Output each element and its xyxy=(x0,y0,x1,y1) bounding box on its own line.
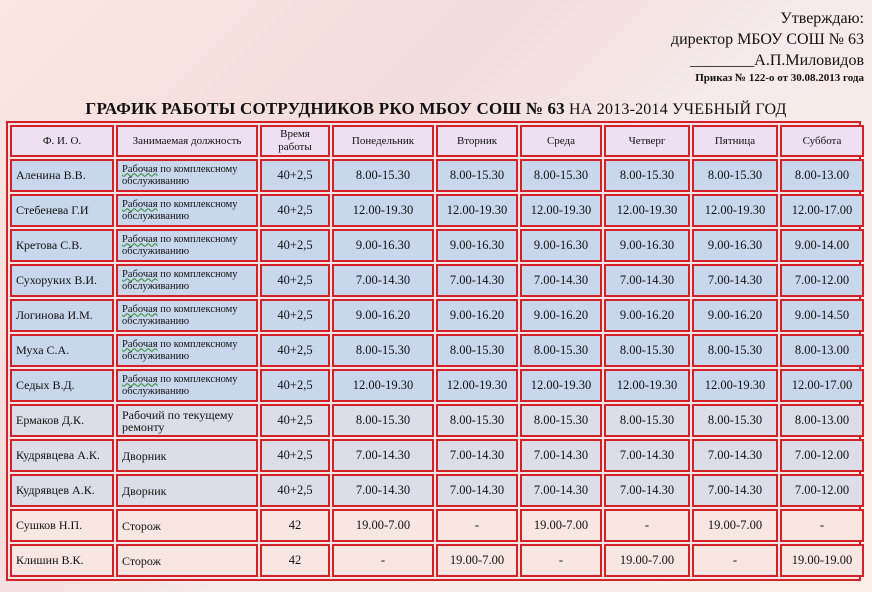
position-detail: по комплексному обслуживанию xyxy=(122,303,238,327)
work-hours: 40+2,5 xyxy=(260,369,330,402)
table-row xyxy=(10,474,864,507)
shift-mon: 9.00-16.30 xyxy=(332,229,434,262)
shift-wed: - xyxy=(520,544,602,577)
position-word: Рабочая xyxy=(122,268,158,280)
employee-position xyxy=(116,264,258,297)
shift-sat: 19.00-19.00 xyxy=(780,544,864,577)
table-row xyxy=(10,299,864,332)
position-word: Рабочая xyxy=(122,338,158,350)
employee-name: Седых В.Д. xyxy=(10,369,114,402)
position-detail: по комплексному обслуживанию xyxy=(122,338,238,362)
shift-sat: 12.00-17.00 xyxy=(780,194,864,227)
document-title xyxy=(0,99,872,119)
shift-wed: 7.00-14.30 xyxy=(520,264,602,297)
employee-position xyxy=(116,334,258,367)
shift-tue: 9.00-16.30 xyxy=(436,229,518,262)
approval-block xyxy=(671,8,864,86)
shift-tue: 7.00-14.30 xyxy=(436,474,518,507)
shift-mon: 9.00-16.20 xyxy=(332,299,434,332)
work-hours: 40+2,5 xyxy=(260,194,330,227)
col-header-name: Ф. И. О. xyxy=(10,125,114,157)
shift-tue: 8.00-15.30 xyxy=(436,404,518,437)
shift-thu: 7.00-14.30 xyxy=(604,439,690,472)
shift-mon: - xyxy=(332,544,434,577)
position-word: Рабочая xyxy=(122,233,158,245)
approval-order: Приказ № 122-о от 30.08.2013 года xyxy=(695,72,864,84)
shift-fri: 8.00-15.30 xyxy=(692,404,778,437)
employee-position xyxy=(116,439,258,472)
approval-signature-line: ________А.П.Миловидов xyxy=(690,52,864,69)
shift-tue: 19.00-7.00 xyxy=(436,544,518,577)
position-word: Рабочая xyxy=(122,303,158,315)
position-detail: по комплексному обслуживанию xyxy=(122,163,238,187)
table-row xyxy=(10,264,864,297)
col-header-fri: Пятница xyxy=(692,125,778,157)
table-row xyxy=(10,229,864,262)
shift-wed: 9.00-16.30 xyxy=(520,229,602,262)
shift-mon: 7.00-14.30 xyxy=(332,474,434,507)
work-hours: 40+2,5 xyxy=(260,229,330,262)
shift-tue: 9.00-16.20 xyxy=(436,299,518,332)
shift-tue: 8.00-15.30 xyxy=(436,159,518,192)
work-hours: 40+2,5 xyxy=(260,404,330,437)
shift-mon: 12.00-19.30 xyxy=(332,369,434,402)
employee-position xyxy=(116,544,258,577)
shift-mon: 7.00-14.30 xyxy=(332,264,434,297)
shift-mon: 8.00-15.30 xyxy=(332,404,434,437)
shift-sat: 12.00-17.00 xyxy=(780,369,864,402)
shift-thu: 7.00-14.30 xyxy=(604,264,690,297)
employee-name: Ермаков Д.К. xyxy=(10,404,114,437)
position-detail: Дворник xyxy=(122,448,167,463)
shift-fri: 8.00-15.30 xyxy=(692,334,778,367)
shift-sat: 8.00-13.00 xyxy=(780,334,864,367)
shift-wed: 8.00-15.30 xyxy=(520,159,602,192)
work-hours: 42 xyxy=(260,509,330,542)
position-detail: по комплексному обслуживанию xyxy=(122,198,238,222)
shift-wed: 8.00-15.30 xyxy=(520,334,602,367)
shift-fri: 12.00-19.30 xyxy=(692,194,778,227)
table-row xyxy=(10,509,864,542)
shift-wed: 12.00-19.30 xyxy=(520,369,602,402)
shift-sat: 8.00-13.00 xyxy=(780,404,864,437)
shift-sat: 7.00-12.00 xyxy=(780,264,864,297)
position-detail: по комплексному обслуживанию xyxy=(122,268,238,292)
shift-tue: 12.00-19.30 xyxy=(436,369,518,402)
shift-sat: 7.00-12.00 xyxy=(780,474,864,507)
approval-line-1: Утверждаю: xyxy=(780,10,864,27)
position-detail: Рабочий по текущему ремонту xyxy=(122,407,234,434)
work-hours: 40+2,5 xyxy=(260,474,330,507)
table-row xyxy=(10,194,864,227)
table-row xyxy=(10,544,864,577)
schedule-table-frame xyxy=(6,121,861,581)
shift-fri: 8.00-15.30 xyxy=(692,159,778,192)
shift-wed: 12.00-19.30 xyxy=(520,194,602,227)
employee-name: Кретова С.В. xyxy=(10,229,114,262)
employee-name: Сухоруких В.И. xyxy=(10,264,114,297)
shift-fri: 12.00-19.30 xyxy=(692,369,778,402)
employee-name: Сушков Н.П. xyxy=(10,509,114,542)
employee-name: Муха С.А. xyxy=(10,334,114,367)
shift-thu: 7.00-14.30 xyxy=(604,474,690,507)
shift-tue: 7.00-14.30 xyxy=(436,264,518,297)
work-hours: 40+2,5 xyxy=(260,334,330,367)
employee-position xyxy=(116,369,258,402)
shift-sat: 8.00-13.00 xyxy=(780,159,864,192)
shift-tue: - xyxy=(436,509,518,542)
shift-thu: 12.00-19.30 xyxy=(604,194,690,227)
employee-name: Логинова И.М. xyxy=(10,299,114,332)
schedule-table xyxy=(8,123,866,579)
shift-fri: 7.00-14.30 xyxy=(692,439,778,472)
position-word: Рабочая xyxy=(122,163,158,175)
employee-name: Стебенева Г.И xyxy=(10,194,114,227)
employee-position xyxy=(116,474,258,507)
employee-name: Клишин В.К. xyxy=(10,544,114,577)
work-hours: 40+2,5 xyxy=(260,439,330,472)
shift-fri: 9.00-16.20 xyxy=(692,299,778,332)
table-row xyxy=(10,439,864,472)
col-header-hours: Время работы xyxy=(260,125,330,157)
position-detail: по комплексному обслуживанию xyxy=(122,373,238,397)
work-hours: 40+2,5 xyxy=(260,159,330,192)
shift-thu: 8.00-15.30 xyxy=(604,159,690,192)
shift-thu: 8.00-15.30 xyxy=(604,334,690,367)
employee-position xyxy=(116,299,258,332)
table-row xyxy=(10,369,864,402)
table-row xyxy=(10,159,864,192)
shift-thu: 9.00-16.20 xyxy=(604,299,690,332)
shift-sat: 9.00-14.00 xyxy=(780,229,864,262)
shift-fri: 7.00-14.30 xyxy=(692,264,778,297)
shift-thu: 19.00-7.00 xyxy=(604,544,690,577)
col-header-thu: Четверг xyxy=(604,125,690,157)
shift-wed: 7.00-14.30 xyxy=(520,474,602,507)
employee-position xyxy=(116,159,258,192)
shift-tue: 7.00-14.30 xyxy=(436,439,518,472)
approval-line-2: директор МБОУ СОШ № 63 xyxy=(670,31,864,48)
shift-sat: 9.00-14.50 xyxy=(780,299,864,332)
shift-fri: - xyxy=(692,544,778,577)
employee-position xyxy=(116,194,258,227)
shift-fri: 7.00-14.30 xyxy=(692,474,778,507)
work-hours: 42 xyxy=(260,544,330,577)
work-hours: 40+2,5 xyxy=(260,264,330,297)
position-detail: по комплексному обслуживанию xyxy=(122,233,238,257)
shift-thu: 8.00-15.30 xyxy=(604,404,690,437)
document-title-bold: ГРАФИК РАБОТЫ СОТРУДНИКОВ РКО МБОУ СОШ № 63 xyxy=(85,99,565,118)
col-header-position: Занимаемая должность xyxy=(116,125,258,157)
employee-name: Кудрявцева А.К. xyxy=(10,439,114,472)
position-detail: Дворник xyxy=(122,483,167,498)
employee-name: Кудрявцев А.К. xyxy=(10,474,114,507)
shift-wed: 8.00-15.30 xyxy=(520,404,602,437)
position-detail: Сторож xyxy=(122,553,161,568)
shift-wed: 19.00-7.00 xyxy=(520,509,602,542)
position-word: Рабочая xyxy=(122,373,158,385)
position-detail: Сторож xyxy=(122,518,161,533)
shift-sat: - xyxy=(780,509,864,542)
shift-mon: 8.00-15.30 xyxy=(332,159,434,192)
shift-thu: 9.00-16.30 xyxy=(604,229,690,262)
position-word: Рабочая xyxy=(122,198,158,210)
shift-tue: 8.00-15.30 xyxy=(436,334,518,367)
shift-mon: 7.00-14.30 xyxy=(332,439,434,472)
shift-thu: 12.00-19.30 xyxy=(604,369,690,402)
shift-tue: 12.00-19.30 xyxy=(436,194,518,227)
shift-wed: 9.00-16.20 xyxy=(520,299,602,332)
work-hours: 40+2,5 xyxy=(260,299,330,332)
shift-mon: 8.00-15.30 xyxy=(332,334,434,367)
table-row xyxy=(10,334,864,367)
shift-fri: 9.00-16.30 xyxy=(692,229,778,262)
shift-thu: - xyxy=(604,509,690,542)
shift-fri: 19.00-7.00 xyxy=(692,509,778,542)
employee-position xyxy=(116,509,258,542)
employee-position xyxy=(116,229,258,262)
shift-mon: 19.00-7.00 xyxy=(332,509,434,542)
shift-mon: 12.00-19.30 xyxy=(332,194,434,227)
col-header-sat: Суббота xyxy=(780,125,864,157)
shift-wed: 7.00-14.30 xyxy=(520,439,602,472)
employee-position xyxy=(116,404,258,437)
col-header-mon: Понедельник xyxy=(332,125,434,157)
document-title-rest: НА 2013-2014 УЧЕБНЫЙ ГОД xyxy=(564,101,787,118)
header-row xyxy=(10,125,864,157)
col-header-wed: Среда xyxy=(520,125,602,157)
col-header-tue: Вторник xyxy=(436,125,518,157)
table-row xyxy=(10,404,864,437)
employee-name: Аленина В.В. xyxy=(10,159,114,192)
shift-sat: 7.00-12.00 xyxy=(780,439,864,472)
